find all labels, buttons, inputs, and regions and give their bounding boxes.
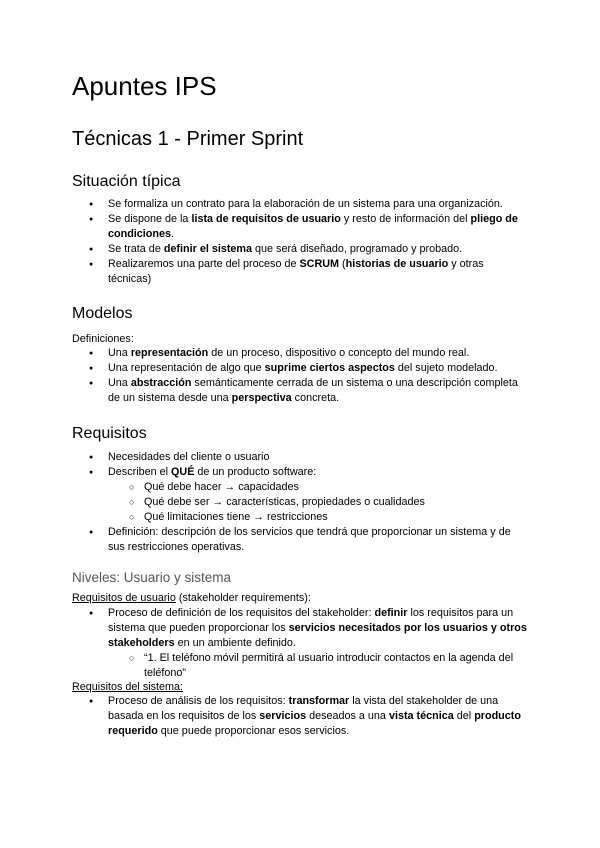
list-situacion-tipica	[72, 197, 528, 287]
sublist-requisitos	[108, 480, 528, 525]
sub-list-item: ○ Qué debe ser → características, propiedades o cualidades	[108, 495, 528, 510]
list-item: ● Realizaremos una parte del proceso de SCRUM (historias de usuario y otras técnicas)	[72, 257, 528, 287]
heading-requisitos: Requisitos	[72, 425, 147, 442]
list-req-usuario	[72, 606, 528, 681]
list-item: ● Se trata de definir el sistema que será diseñado, programado y probado.	[72, 242, 528, 257]
list-req-sistema	[72, 694, 528, 739]
list-item: ● Se formaliza un contrato para la elaboración de un sistema para una organización.	[72, 197, 528, 212]
req-sistema-label: Requisitos del sistema:	[72, 681, 184, 693]
document-subtitle: Técnicas 1 - Primer Sprint	[72, 128, 304, 150]
list-item: ● Proceso de análisis de los requisitos: transformar la vista del stakeholder de una basada en los requisitos de los servicios deseados a una vista técnica del producto requerido que puede proporcionar esos servicios.	[72, 694, 528, 739]
list-item: ● Una representación de un proceso, dispositivo o concepto del mundo real.	[72, 346, 528, 361]
sub-list-item: ○ Qué limitaciones tiene → restricciones	[108, 510, 528, 525]
sub-list-item: ○ “1. El teléfono móvil permitirá al usuario introducir contactos en la agenda del teléfono”	[108, 651, 528, 681]
list-item: ● Se dispone de la lista de requisitos de usuario y resto de información del pliego de condiciones.	[72, 212, 528, 242]
list-requisitos	[72, 450, 528, 555]
list-modelos	[72, 346, 528, 406]
heading-niveles: Niveles: Usuario y sistema	[72, 570, 232, 585]
sublist-req-usuario	[108, 651, 528, 681]
document-title: Apuntes IPS	[72, 71, 217, 101]
heading-situacion-tipica: Situación típica	[72, 173, 181, 190]
list-item: ● Una representación de algo que suprime ciertos aspectos del sujeto modelado.	[72, 361, 528, 376]
heading-modelos: Modelos	[72, 305, 133, 322]
list-item: ● Definición: descripción de los servicios que tendrá que proporcionar un sistema y de sus restricciones operativas.	[72, 525, 528, 555]
list-item: ● Una abstracción semánticamente cerrada de un sistema o una descripción completa de un sistema desde una perspectiva concreta.	[72, 376, 528, 406]
modelos-intro: Definiciones:	[72, 333, 134, 345]
sub-list-item: ○ Qué debe hacer → capacidades	[108, 480, 528, 495]
list-item: ● Describen el QUÉ de un producto software: ○ Qué debe hacer → capacidades ○ Qué debe ser → características, propiedades o cualidades ○ Qué limitaciones tiene → restricciones	[72, 465, 528, 525]
req-usuario-label: Requisitos de usuario (stakeholder requirements):	[72, 592, 311, 604]
list-item: ● Proceso de definición de los requisitos del stakeholder: definir los requisitos para un sistema que pueden proporcionar los servicios necesitados por los usuarios y otros stakeholders en un ambiente definido. ○ “1. El teléfono móvil permitirá al usuario introducir contactos en la agenda del teléfono”	[72, 606, 528, 681]
list-item: ● Necesidades del cliente o usuario	[72, 450, 528, 465]
